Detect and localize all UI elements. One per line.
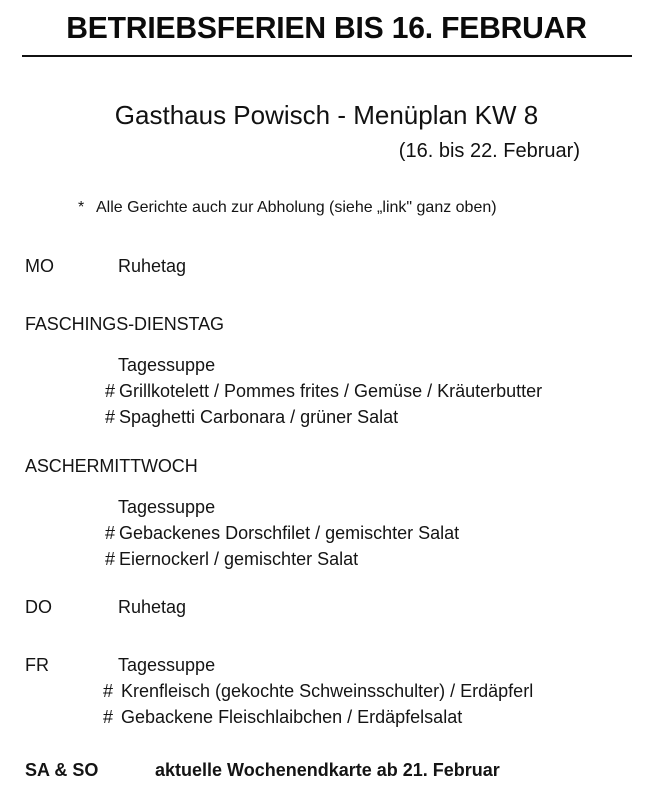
dish-item (105, 381, 542, 402)
day-row (0, 256, 653, 282)
day-block-fr (0, 655, 653, 733)
day-row (0, 597, 653, 623)
dish-text: Gebackenes Dorschfilet / gemischter Salat (119, 523, 460, 543)
takeaway-note (78, 199, 497, 217)
banner-divider (22, 55, 632, 57)
soup-row (0, 355, 653, 381)
date-range: (16. bis 22. Februar) (398, 140, 580, 162)
day-label-faschingsdienstag: FASCHINGS-DIENSTAG (25, 314, 224, 334)
day-label-fr: FR (25, 655, 49, 675)
dish-row (0, 381, 653, 407)
page-title: Gasthaus Powisch - Menüplan KW 8 (114, 100, 539, 130)
day-label-aschermittwoch: ASCHERMITTWOCH (25, 456, 198, 476)
day-row (0, 760, 653, 786)
day-block-mo (0, 256, 653, 282)
day-heading-row (0, 314, 653, 340)
day-row (0, 655, 653, 681)
day-label-do: DO (25, 597, 52, 617)
hash-icon: # (105, 381, 116, 401)
dish-row (0, 549, 653, 575)
dish-item (103, 681, 533, 702)
hash-icon: # (105, 523, 116, 543)
day-block-do (0, 597, 653, 623)
dish-text: Eiernockerl / gemischter Salat (119, 549, 359, 569)
dish-text: Krenfleisch (gekochte Schweinsschulter) / Erdäpferl (121, 681, 534, 701)
dish-text: Grillkotelett / Pommes frites / Gemüse / Kräuterbutter (119, 381, 543, 401)
dish-item (105, 523, 459, 544)
soup-aschermittwoch: Tagessuppe (118, 497, 216, 517)
dish-text: Spaghetti Carbonara / grüner Salat (119, 407, 399, 427)
dish-item (103, 707, 462, 728)
day-value-sa-so: aktuelle Wochenendkarte ab 21. Februar (155, 760, 500, 780)
dish-item (105, 549, 358, 570)
day-label-sa-so: SA & SO (25, 760, 99, 780)
day-block-aschermittwoch (0, 456, 653, 575)
dish-row (0, 681, 653, 707)
soup-faschingsdienstag: Tagessuppe (118, 355, 216, 375)
day-block-sa-so (0, 760, 653, 786)
vacation-banner: BETRIEBSFERIEN BIS 16. FEBRUAR (66, 10, 587, 45)
hash-icon: # (105, 407, 116, 427)
asterisk-icon: * (78, 199, 85, 216)
dish-item (105, 407, 398, 428)
hash-icon: # (103, 681, 114, 701)
day-value-do: Ruhetag (118, 597, 187, 617)
dish-row (0, 523, 653, 549)
hash-icon: # (105, 549, 116, 569)
dish-text: Gebackene Fleischlaibchen / Erdäpfelsalat (121, 707, 463, 727)
day-heading-row (0, 456, 653, 482)
takeaway-note-text: Alle Gerichte auch zur Abholung (siehe „link" ganz oben) (96, 199, 497, 216)
dish-row (0, 707, 653, 733)
day-label-mo: MO (25, 256, 54, 276)
day-value-mo: Ruhetag (118, 256, 187, 276)
soup-row (0, 497, 653, 523)
hash-icon: # (103, 707, 114, 727)
dish-row (0, 407, 653, 433)
day-block-faschingsdienstag (0, 314, 653, 433)
soup-fr: Tagessuppe (118, 655, 216, 675)
